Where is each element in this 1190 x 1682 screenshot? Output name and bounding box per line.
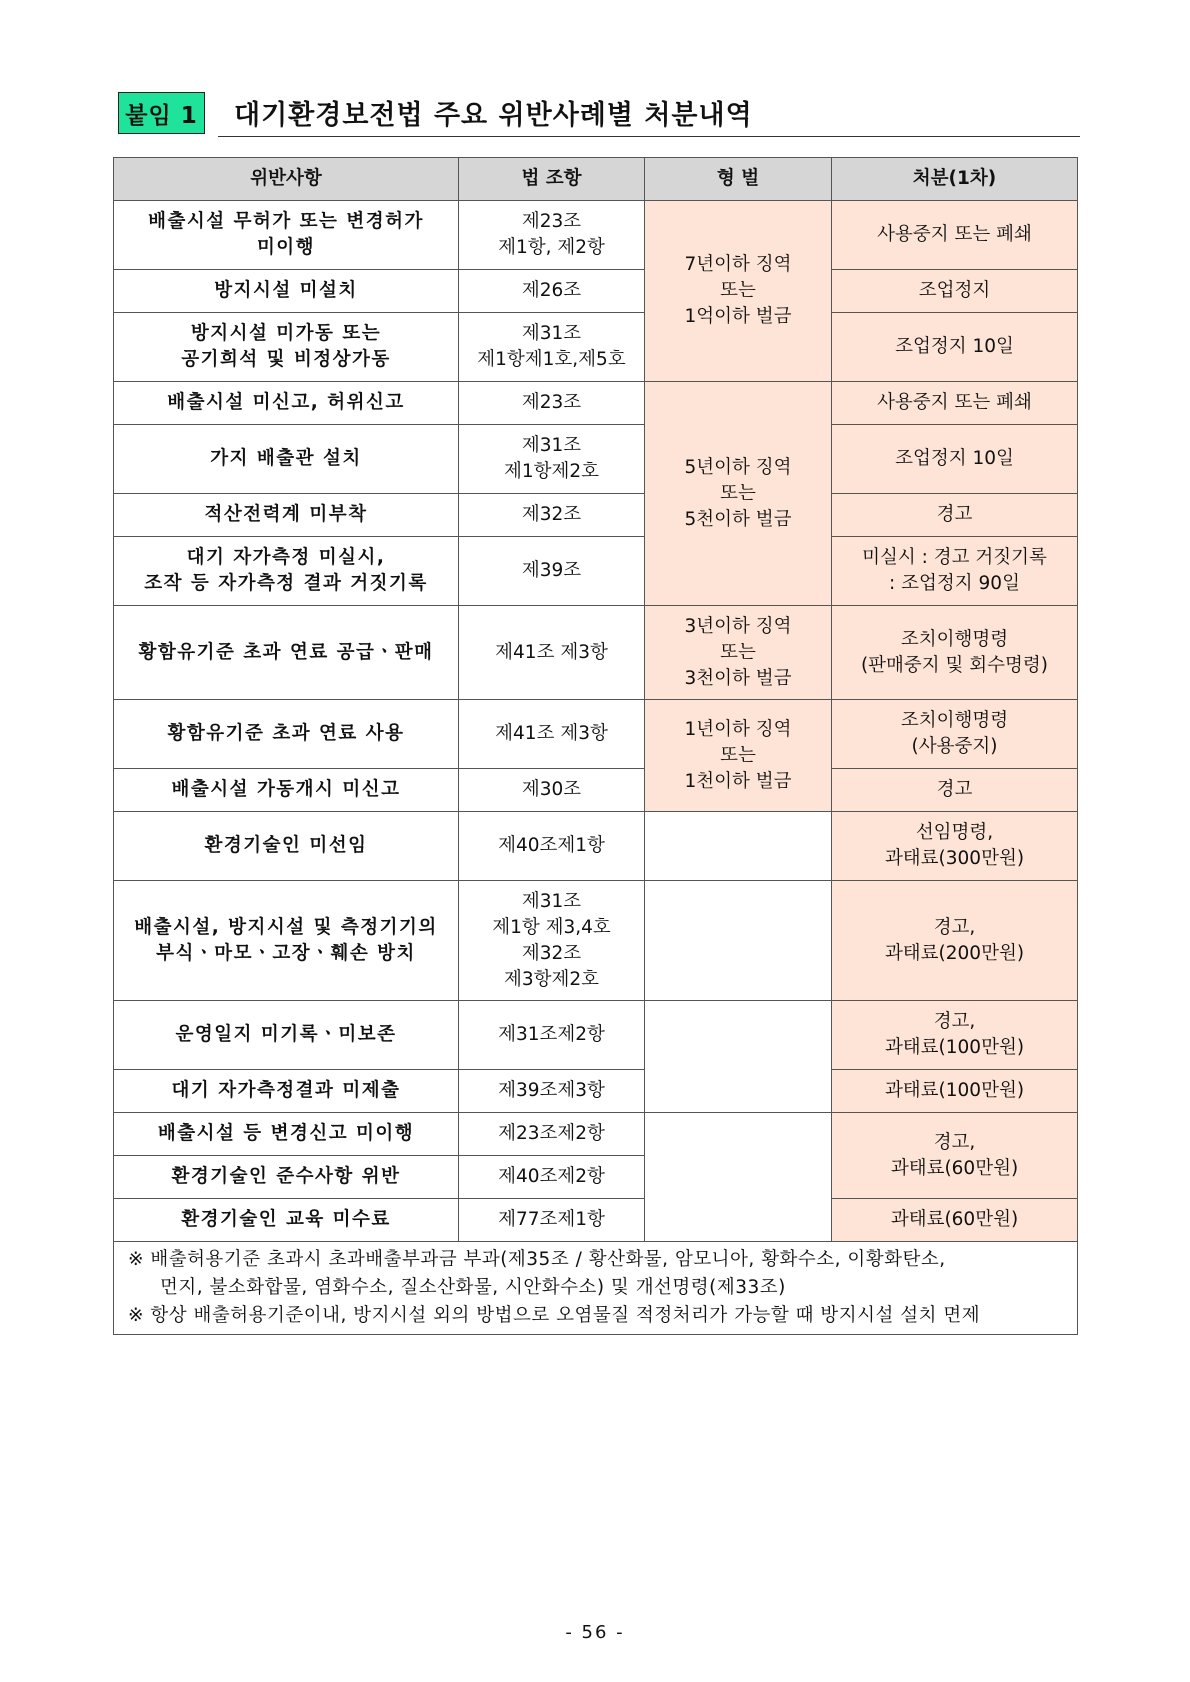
disposition-cell: 경고, 과태료(200만원)	[832, 881, 1078, 1001]
table-row	[114, 1001, 1078, 1070]
disposition-cell: 사용중지 또는 폐쇄	[832, 382, 1078, 425]
violation-cell: 황함유기준 초과 연료 공급ㆍ판매	[114, 606, 459, 700]
article-cell: 제23조제2항	[459, 1113, 645, 1156]
table-row	[114, 537, 1078, 606]
article-cell: 제26조	[459, 270, 645, 313]
penalty-cell: 5년이하 징역 또는 5천이하 벌금	[645, 382, 832, 606]
violation-cell: 배출시설 등 변경신고 미이행	[114, 1113, 459, 1156]
penalty-cell-empty	[645, 881, 832, 1001]
disposition-cell: 경고	[832, 769, 1078, 812]
disposition-cell: 조치이행명령 (사용중지)	[832, 700, 1078, 769]
disposition-cell: 과태료(100만원)	[832, 1070, 1078, 1113]
table-row	[114, 1199, 1078, 1242]
article-cell: 제39조제3항	[459, 1070, 645, 1113]
violation-table	[113, 157, 1078, 1335]
disposition-cell: 경고, 과태료(100만원)	[832, 1001, 1078, 1070]
violation-cell: 운영일지 미기록ㆍ미보존	[114, 1001, 459, 1070]
violation-cell: 배출시설 미신고, 허위신고	[114, 382, 459, 425]
disposition-cell: 경고, 과태료(60만원)	[832, 1113, 1078, 1199]
notes-cell	[114, 1242, 1078, 1335]
article-cell: 제40조제2항	[459, 1156, 645, 1199]
article-cell: 제41조 제3항	[459, 700, 645, 769]
disposition-cell: 미실시 : 경고 거짓기록 : 조업정지 90일	[832, 537, 1078, 606]
table-row	[114, 382, 1078, 425]
table-row	[114, 313, 1078, 382]
col-header-disposition: 처분(1차)	[832, 158, 1078, 201]
table-row	[114, 1113, 1078, 1156]
note-line: ※ 배출허용기준 초과시 초과배출부과금 부과(제35조 / 황산화물, 암모니아, 황화수소, 이황화탄소,	[128, 1249, 946, 1270]
article-cell: 제32조	[459, 494, 645, 537]
table-row	[114, 201, 1078, 270]
table-row	[114, 1070, 1078, 1113]
article-cell: 제77조제1항	[459, 1199, 645, 1242]
article-cell: 제30조	[459, 769, 645, 812]
col-header-article: 법 조항	[459, 158, 645, 201]
disposition-cell: 사용중지 또는 폐쇄	[832, 201, 1078, 270]
disposition-cell: 조업정지 10일	[832, 313, 1078, 382]
table-row	[114, 606, 1078, 700]
penalty-cell-empty	[645, 812, 832, 881]
article-cell: 제41조 제3항	[459, 606, 645, 700]
table-row	[114, 425, 1078, 494]
disposition-cell: 조업정지 10일	[832, 425, 1078, 494]
violation-cell: 방지시설 미설치	[114, 270, 459, 313]
article-cell: 제23조	[459, 382, 645, 425]
violation-cell: 황함유기준 초과 연료 사용	[114, 700, 459, 769]
table-row	[114, 881, 1078, 1001]
article-cell: 제40조제1항	[459, 812, 645, 881]
page-header	[118, 92, 1080, 138]
note-line: 먼지, 불소화합물, 염화수소, 질소산화물, 시안화수소) 및 개선명령(제33조)	[160, 1277, 786, 1298]
violation-cell: 방지시설 미가동 또는 공기희석 및 비정상가동	[114, 313, 459, 382]
violation-cell: 배출시설 가동개시 미신고	[114, 769, 459, 812]
violation-cell: 환경기술인 교육 미수료	[114, 1199, 459, 1242]
disposition-cell: 선임명령, 과태료(300만원)	[832, 812, 1078, 881]
violation-cell: 환경기술인 준수사항 위반	[114, 1156, 459, 1199]
article-cell: 제31조 제1항제2호	[459, 425, 645, 494]
penalty-cell-empty	[645, 1113, 832, 1242]
penalty-cell: 3년이하 징역 또는 3천이하 벌금	[645, 606, 832, 700]
title-underline	[218, 136, 1080, 137]
table-row	[114, 700, 1078, 769]
article-cell: 제31조제2항	[459, 1001, 645, 1070]
violation-cell: 배출시설, 방지시설 및 측정기기의 부식ㆍ마모ㆍ고장ㆍ훼손 방치	[114, 881, 459, 1001]
penalty-cell: 1년이하 징역 또는 1천이하 벌금	[645, 700, 832, 812]
article-cell: 제31조 제1항 제3,4호 제32조 제3항제2호	[459, 881, 645, 1001]
disposition-cell: 경고	[832, 494, 1078, 537]
disposition-cell: 과태료(60만원)	[832, 1199, 1078, 1242]
article-cell: 제23조 제1항, 제2항	[459, 201, 645, 270]
col-header-penalty: 형 벌	[645, 158, 832, 201]
table-row	[114, 494, 1078, 537]
penalty-cell: 7년이하 징역 또는 1억이하 벌금	[645, 201, 832, 382]
violation-cell: 가지 배출관 설치	[114, 425, 459, 494]
page-title: 대기환경보전법 주요 위반사례별 처분내역	[234, 99, 753, 131]
table-header-row	[114, 158, 1078, 201]
table-row	[114, 812, 1078, 881]
violation-cell: 배출시설 무허가 또는 변경허가 미이행	[114, 201, 459, 270]
disposition-cell: 조업정지	[832, 270, 1078, 313]
attachment-tag: 붙임 1	[118, 92, 205, 134]
violation-cell: 대기 자가측정결과 미제출	[114, 1070, 459, 1113]
article-cell: 제39조	[459, 537, 645, 606]
table-row	[114, 270, 1078, 313]
page-number: - 56 -	[565, 1622, 625, 1643]
notes-row	[114, 1242, 1078, 1335]
note-line: ※ 항상 배출허용기준이내, 방지시설 외의 방법으로 오염물질 적정처리가 가능할 때 방지시설 설치 면제	[128, 1305, 981, 1326]
disposition-cell: 조치이행명령 (판매중지 및 회수명령)	[832, 606, 1078, 700]
violation-cell: 대기 자가측정 미실시, 조작 등 자가측정 결과 거짓기록	[114, 537, 459, 606]
violation-cell: 적산전력계 미부착	[114, 494, 459, 537]
violation-cell: 환경기술인 미선임	[114, 812, 459, 881]
col-header-violation: 위반사항	[114, 158, 459, 201]
penalty-cell-empty	[645, 1001, 832, 1113]
table-row	[114, 769, 1078, 812]
article-cell: 제31조 제1항제1호,제5호	[459, 313, 645, 382]
